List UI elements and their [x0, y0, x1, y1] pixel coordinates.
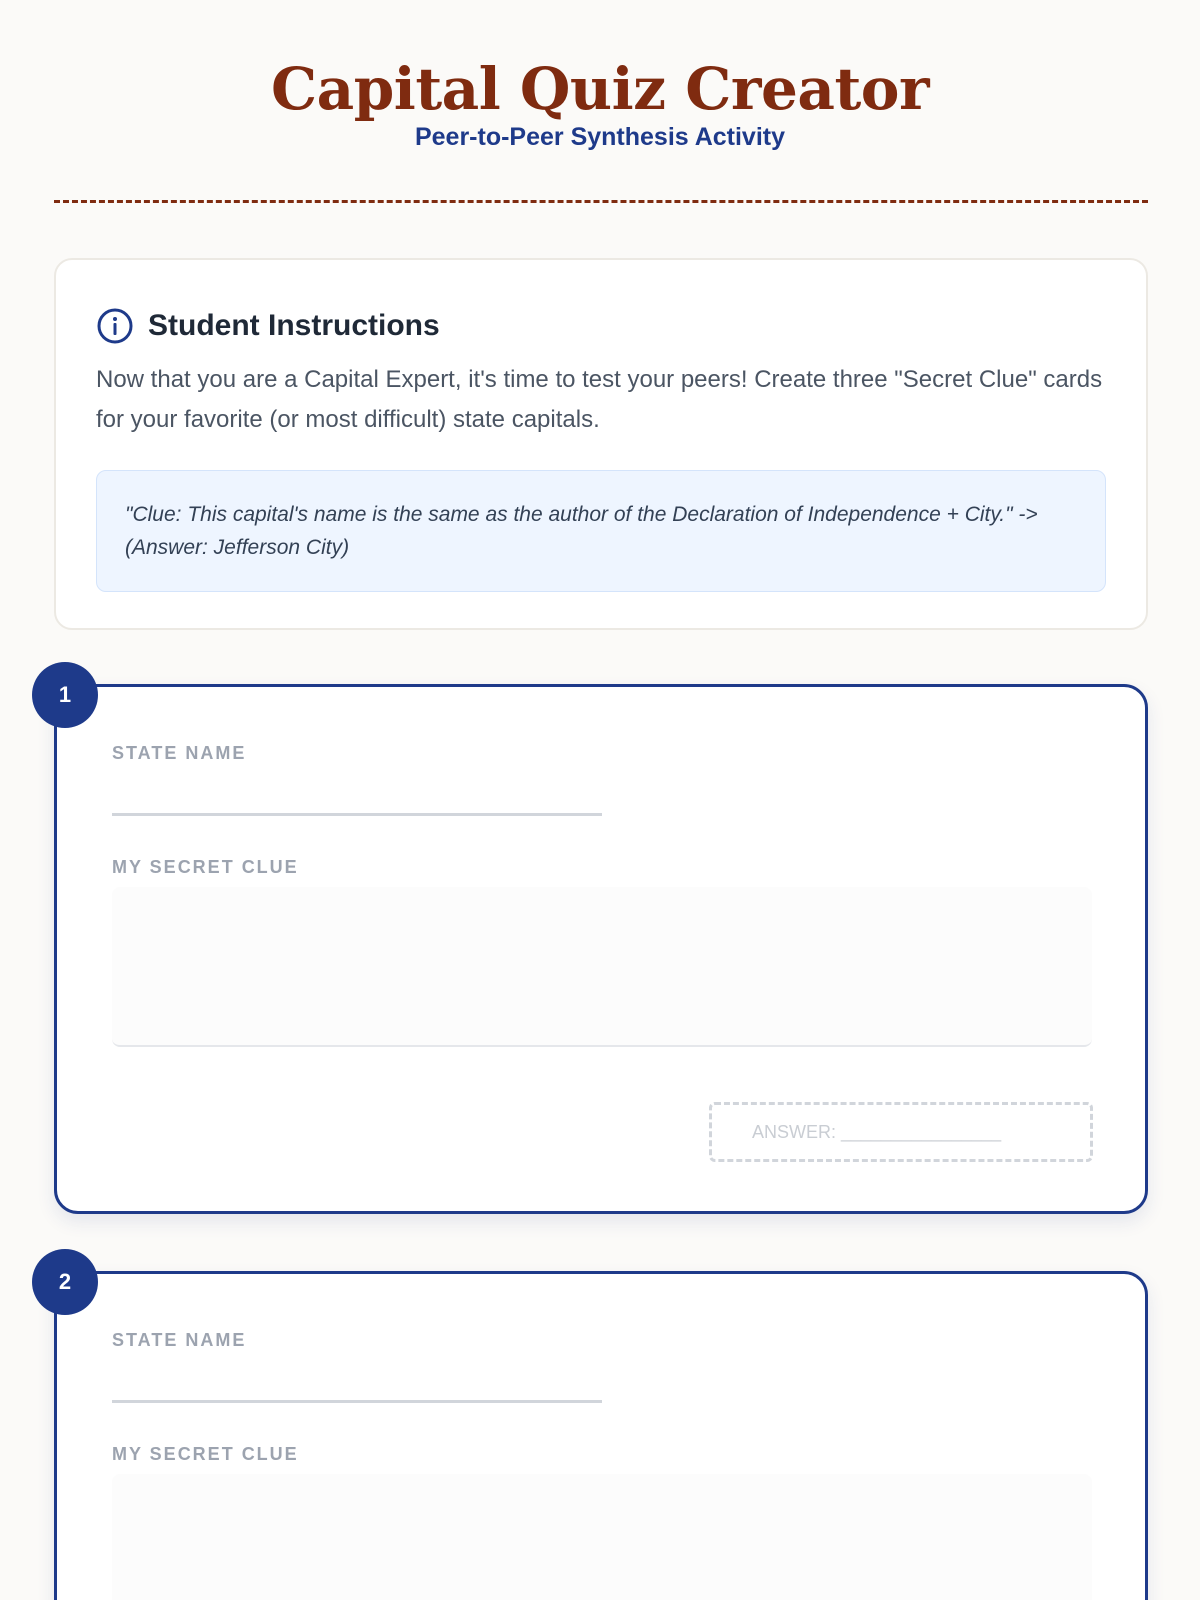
secret-clue-input[interactable] — [112, 1474, 1092, 1600]
page-subtitle: Peer-to-Peer Synthesis Activity — [414, 123, 786, 151]
clue-card-1 — [54, 684, 1148, 1214]
info-icon — [96, 307, 134, 345]
instructions-panel — [54, 258, 1148, 630]
secret-clue-input[interactable] — [112, 887, 1092, 1047]
header — [0, 0, 1200, 152]
state-name-input[interactable] — [112, 770, 602, 816]
instructions-header — [96, 304, 1106, 348]
example-clue: "Clue: This capital's name is the same as the author of the Declaration of Independence + City." -> (Answer: Jefferson City) — [96, 470, 1106, 592]
card-number-badge: 2 — [32, 1249, 98, 1315]
clue-card-2 — [54, 1271, 1148, 1600]
instructions-title: Student Instructions — [148, 309, 440, 342]
state-name-label: STATE NAME — [112, 1330, 247, 1350]
instructions-body: Now that you are a Capital Expert, it's time to test your peers! Create three "Secret Clue" cards for your favorite (or most difficult) state capitals. — [96, 366, 1103, 433]
secret-clue-label: MY SECRET CLUE — [112, 1444, 299, 1464]
secret-clue-label: MY SECRET CLUE — [112, 857, 299, 877]
page-title: Capital Quiz Creator — [270, 55, 930, 123]
card-number-badge: 1 — [32, 662, 98, 728]
state-name-input[interactable] — [112, 1357, 602, 1403]
state-name-label: STATE NAME — [112, 743, 247, 763]
answer-box: ANSWER: ________________ — [709, 1102, 1093, 1162]
header-divider — [54, 200, 1148, 203]
